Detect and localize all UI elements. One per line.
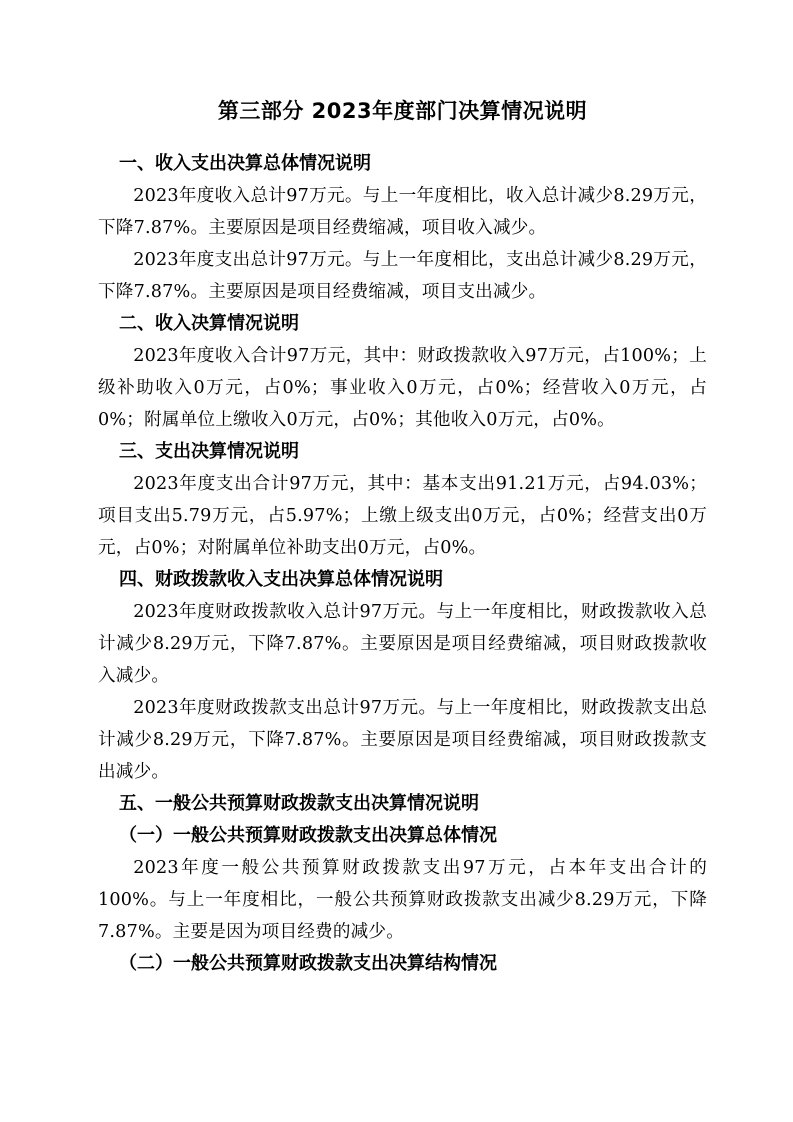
paragraph: 2023年度财政拨款支出总计97万元。与上一年度相比，财政拨款支出总计减少8.29万元，下降7.87%。主要原因是项目经费缩减，项目财政拨款支出减少。	[98, 698, 707, 782]
paragraph: 2023年度收入合计97万元，其中：财政拨款收入97万元，占100%；上级补助收入0万元，占0%；事业收入0万元，占0%；经营收入0万元，占0%；附属单位上缴收入0万元，占0%；其他收入0万元，占0%。	[98, 346, 707, 430]
paragraph: 2023年度支出总计97万元。与上一年度相比，支出总计减少8.29万元，下降7.87%。主要原因是项目经费缩减，项目支出减少。	[98, 250, 707, 302]
section-2	[98, 308, 707, 436]
section-heading: 五、一般公共预算财政拨款支出决算情况说明	[119, 793, 479, 814]
paragraph: 2023年度收入总计97万元。与上一年度相比，收入总计减少8.29万元，下降7.87%。主要原因是项目经费缩减，项目收入减少。	[98, 186, 707, 238]
paragraph: 2023年度支出合计97万元，其中：基本支出91.21万元，占94.03%；项目支出5.79万元，占5.97%；上缴上级支出0万元，占0%；经营支出0万元，占0%；对附属单位补助支出0万元，占0%。	[98, 474, 707, 558]
section-heading: 四、财政拨款收入支出决算总体情况说明	[119, 569, 443, 590]
section-heading: 三、支出决算情况说明	[119, 441, 299, 462]
section-5	[98, 788, 707, 980]
section-3	[98, 436, 707, 564]
subsection-heading: （一）一般公共预算财政拨款支出决算总体情况	[119, 825, 497, 846]
subsection-2	[98, 948, 707, 980]
subsection-heading: （二）一般公共预算财政拨款支出决算结构情况	[119, 953, 497, 974]
page-title: 第三部分 2023年度部门决算情况说明	[217, 99, 588, 123]
section-heading: 二、收入决算情况说明	[119, 313, 299, 334]
subsection-1	[98, 820, 707, 948]
section-4	[98, 564, 707, 788]
paragraph: 2023年度一般公共预算财政拨款支出97万元，占本年支出合计的100%。与上一年度相比，一般公共预算财政拨款支出减少8.29万元，下降7.87%。主要是因为项目经费的减少。	[98, 858, 707, 942]
section-heading: 一、收入支出决算总体情况说明	[119, 153, 371, 174]
section-1	[98, 148, 707, 308]
paragraph: 2023年度财政拨款收入总计97万元。与上一年度相比，财政拨款收入总计减少8.29万元，下降7.87%。主要原因是项目经费缩减，项目财政拨款收入减少。	[98, 602, 707, 686]
